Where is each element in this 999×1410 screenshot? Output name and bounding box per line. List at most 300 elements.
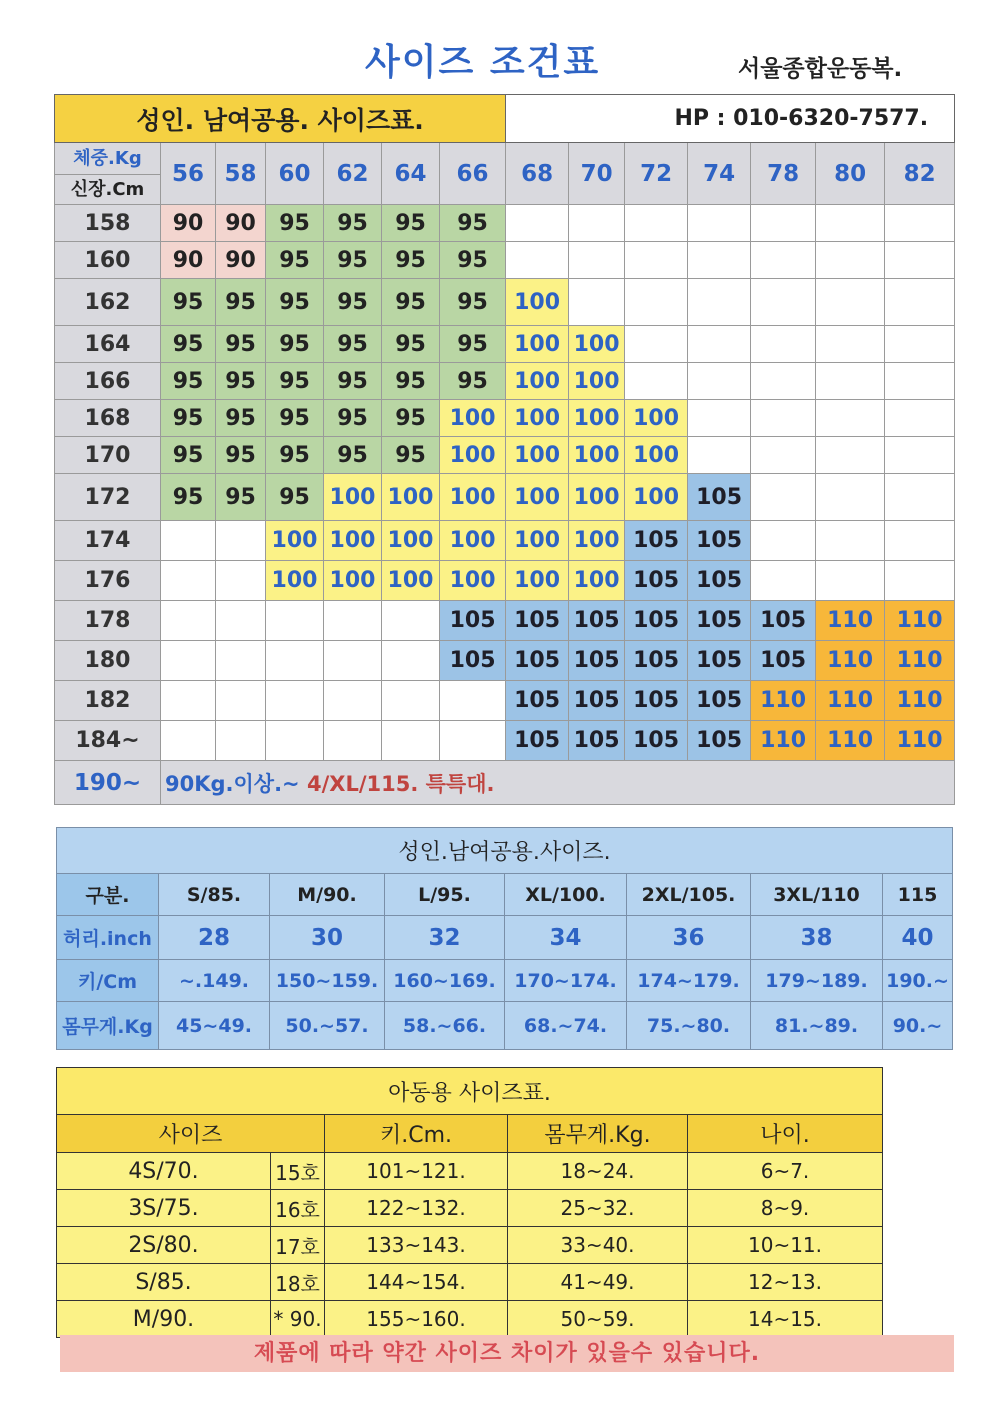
size-cell (751, 326, 816, 363)
size-cell: 100 (266, 561, 324, 601)
size-cell: 100 (324, 521, 382, 561)
height-cell: 184~ (55, 721, 161, 761)
height-cell: 172 (55, 474, 161, 521)
size-cell: 95 (216, 400, 266, 437)
size-cell (161, 601, 216, 641)
size-cell: 105 (688, 641, 751, 681)
size-cell (751, 474, 816, 521)
size-cell: 95 (161, 400, 216, 437)
weight-range-cell: 81.~89. (751, 1002, 883, 1050)
size-cell (751, 561, 816, 601)
kids-size-table (56, 1067, 883, 1338)
size-cell: 110 (816, 681, 885, 721)
size-cell (382, 681, 440, 721)
height-axis-label: 신장.Cm (55, 174, 160, 204)
size-cell (324, 721, 382, 761)
size-cell: 95 (161, 326, 216, 363)
size-cell: 110 (751, 721, 816, 761)
size-cell (625, 326, 688, 363)
kids-header-height: 키.Cm. (325, 1115, 508, 1153)
size-cell (216, 521, 266, 561)
size-cell: 95 (216, 474, 266, 521)
weight-range-cell: 50.~57. (270, 1002, 385, 1050)
size-cell: 105 (625, 681, 688, 721)
size-row (55, 363, 955, 400)
footer-note-red: 4/XL/115. 특특대. (306, 771, 495, 796)
size-cell (816, 561, 885, 601)
size-cell (816, 242, 885, 279)
height-range-cell: 160~169. (385, 960, 505, 1002)
size-cell: 105 (625, 521, 688, 561)
size-cell (688, 279, 751, 326)
size-cell (569, 205, 625, 242)
size-cell: 105 (625, 601, 688, 641)
size-cell: 105 (688, 721, 751, 761)
height-cell: 174 (55, 521, 161, 561)
size-cell: 105 (625, 721, 688, 761)
size-cell (751, 205, 816, 242)
kids-size: S/85. (57, 1264, 271, 1301)
kids-header-size: 사이즈 (57, 1115, 325, 1153)
kids-size: 3S/75. (57, 1190, 271, 1227)
size-cell: 3XL/110 (751, 874, 883, 916)
size-row (55, 437, 955, 474)
waist-cell: 28 (159, 916, 270, 960)
size-cell: 90 (161, 242, 216, 279)
size-cell: 90 (216, 205, 266, 242)
size-cell: 100 (324, 474, 382, 521)
size-row (55, 721, 955, 761)
size-cell (816, 326, 885, 363)
size-cell: 105 (751, 641, 816, 681)
size-cell: 100 (440, 437, 506, 474)
size-cell (216, 641, 266, 681)
size-cell: 95 (440, 279, 506, 326)
size-cell: 95 (324, 400, 382, 437)
size-cell: 95 (161, 363, 216, 400)
size-cell: 95 (382, 279, 440, 326)
kids-weight: 50~59. (508, 1301, 688, 1338)
height-cell: 166 (55, 363, 161, 400)
size-cell (885, 474, 955, 521)
page-title: 사이즈 조건표 (365, 42, 601, 83)
weight-range-cell: 58.~66. (385, 1002, 505, 1050)
size-cell: 95 (266, 363, 324, 400)
waist-cell: 32 (385, 916, 505, 960)
size-cell: 105 (440, 601, 506, 641)
size-cell: 105 (688, 601, 751, 641)
height-cell: 158 (55, 205, 161, 242)
size-cell: 100 (382, 521, 440, 561)
size-cell: 105 (506, 641, 569, 681)
height-range-cell: 150~159. (270, 960, 385, 1002)
size-cell: 110 (751, 681, 816, 721)
weight-range-cell: 90.~ (883, 1002, 953, 1050)
waist-cell: 30 (270, 916, 385, 960)
weight-header: 56 (161, 143, 216, 205)
size-cell (885, 205, 955, 242)
size-cell: 100 (569, 326, 625, 363)
size-cell: 95 (216, 437, 266, 474)
shop-name: 서울종합운동복. (738, 56, 903, 82)
size-cell: 100 (440, 521, 506, 561)
size-cell (885, 363, 955, 400)
size-cell: 95 (266, 474, 324, 521)
kids-age: 14~15. (688, 1301, 883, 1338)
size-cell: 95 (440, 205, 506, 242)
size-cell: 95 (266, 400, 324, 437)
size-cell: 105 (506, 601, 569, 641)
size-cell: 110 (885, 721, 955, 761)
weight-header: 74 (688, 143, 751, 205)
size-cell: 110 (885, 641, 955, 681)
kids-size-title: 아동용 사이즈표. (57, 1068, 883, 1115)
size-cell: 95 (440, 242, 506, 279)
kids-height: 155~160. (325, 1301, 508, 1338)
kids-number: 15호 (271, 1153, 325, 1190)
size-cell (382, 721, 440, 761)
size-cell (266, 721, 324, 761)
size-cell (816, 474, 885, 521)
weight-header: 64 (382, 143, 440, 205)
size-cell: 90 (216, 242, 266, 279)
size-cell: 105 (569, 641, 625, 681)
size-cell: 105 (688, 474, 751, 521)
size-row (55, 279, 955, 326)
size-cell: 100 (506, 326, 569, 363)
size-cell (688, 205, 751, 242)
kids-header-age: 나이. (688, 1115, 883, 1153)
size-cell (266, 641, 324, 681)
weight-header: 62 (324, 143, 382, 205)
size-cell: 110 (885, 601, 955, 641)
size-row (55, 681, 955, 721)
size-cell: 110 (885, 681, 955, 721)
size-cell: 105 (688, 521, 751, 561)
size-cell (161, 561, 216, 601)
weight-range-cell: 75.~80. (627, 1002, 751, 1050)
size-cell: 95 (382, 400, 440, 437)
size-cell: 95 (382, 437, 440, 474)
size-cell: 95 (266, 205, 324, 242)
size-cell: 100 (324, 561, 382, 601)
size-cell (751, 400, 816, 437)
size-cell: 100 (440, 474, 506, 521)
size-cell: 95 (382, 242, 440, 279)
size-cell: 105 (625, 561, 688, 601)
height-label: 키/Cm (57, 960, 159, 1002)
size-cell (625, 363, 688, 400)
size-cell (885, 400, 955, 437)
size-cell (216, 681, 266, 721)
height-cell: 170 (55, 437, 161, 474)
size-cell: 100 (506, 561, 569, 601)
size-cell (751, 279, 816, 326)
size-notice: 제품에 따라 약간 사이즈 차이가 있을수 있습니다. (60, 1335, 954, 1372)
height-range-cell: ~.149. (159, 960, 270, 1002)
kids-size: M/90. (57, 1301, 271, 1338)
size-cell (569, 279, 625, 326)
adult-chart-title: 성인. 남여공용. 사이즈표. (55, 95, 506, 143)
size-cell: 105 (506, 681, 569, 721)
size-cell: 115 (883, 874, 953, 916)
size-cell: 100 (569, 521, 625, 561)
waist-cell: 40 (883, 916, 953, 960)
size-cell (885, 279, 955, 326)
size-cell: 100 (506, 521, 569, 561)
weight-header: 68 (506, 143, 569, 205)
size-cell (816, 279, 885, 326)
weight-header: 60 (266, 143, 324, 205)
size-cell: 100 (625, 437, 688, 474)
kids-number: * 90. (271, 1301, 325, 1338)
size-cell (751, 437, 816, 474)
size-cell (885, 242, 955, 279)
adult-size-chart (54, 94, 955, 805)
size-cell (816, 400, 885, 437)
size-cell (506, 242, 569, 279)
kids-row (57, 1153, 883, 1190)
size-cell (688, 363, 751, 400)
size-cell: 100 (569, 363, 625, 400)
size-cell: 110 (816, 641, 885, 681)
size-cell: 100 (506, 474, 569, 521)
kids-age: 12~13. (688, 1264, 883, 1301)
size-row (55, 474, 955, 521)
size-cell (625, 279, 688, 326)
size-cell: 100 (440, 561, 506, 601)
size-cell: 105 (506, 721, 569, 761)
size-cell (440, 681, 506, 721)
kids-row (57, 1227, 883, 1264)
size-cell: 95 (324, 326, 382, 363)
axis-corner (55, 143, 161, 205)
size-cell (688, 437, 751, 474)
kids-size: 2S/80. (57, 1227, 271, 1264)
adult-size-table (56, 827, 953, 1050)
size-cell: 95 (324, 279, 382, 326)
size-cell (885, 326, 955, 363)
height-cell: 176 (55, 561, 161, 601)
kids-row (57, 1301, 883, 1338)
size-cell (324, 681, 382, 721)
weight-axis-label: 체중.Kg (73, 147, 142, 169)
size-cell: 95 (324, 205, 382, 242)
size-cell (885, 561, 955, 601)
kids-age: 8~9. (688, 1190, 883, 1227)
size-cell (816, 363, 885, 400)
size-cell: 110 (816, 601, 885, 641)
size-cell: 95 (382, 363, 440, 400)
waist-cell: 34 (505, 916, 627, 960)
size-cell: 95 (324, 242, 382, 279)
size-cell: 95 (266, 279, 324, 326)
size-cell: 100 (266, 521, 324, 561)
phone-number: HP : 010-6320-7577. (506, 95, 955, 143)
size-cell: XL/100. (505, 874, 627, 916)
size-cell: 95 (266, 437, 324, 474)
size-cell: 95 (216, 326, 266, 363)
size-cell: 105 (440, 641, 506, 681)
size-cell (688, 242, 751, 279)
kids-height: 101~121. (325, 1153, 508, 1190)
size-cell (816, 437, 885, 474)
size-cell (161, 641, 216, 681)
height-cell: 168 (55, 400, 161, 437)
footer-note-blue: 90Kg.이상.~ (165, 771, 300, 796)
size-cell (216, 721, 266, 761)
size-cell (440, 721, 506, 761)
size-cell: 95 (216, 279, 266, 326)
height-range-cell: 190.~ (883, 960, 953, 1002)
size-cell: 95 (440, 326, 506, 363)
weight-header: 58 (216, 143, 266, 205)
kids-number: 16호 (271, 1190, 325, 1227)
size-cell: 100 (506, 279, 569, 326)
size-row (55, 641, 955, 681)
size-cell (382, 641, 440, 681)
size-row (55, 242, 955, 279)
kids-weight: 25~32. (508, 1190, 688, 1227)
kids-height: 144~154. (325, 1264, 508, 1301)
size-cell: 100 (382, 561, 440, 601)
kids-age: 10~11. (688, 1227, 883, 1264)
height-cell: 178 (55, 601, 161, 641)
height-cell: 160 (55, 242, 161, 279)
size-cell: 90 (161, 205, 216, 242)
size-cell: 105 (569, 601, 625, 641)
size-cell: 95 (382, 326, 440, 363)
waist-cell: 38 (751, 916, 883, 960)
size-cell: 95 (216, 363, 266, 400)
size-cell: 100 (506, 400, 569, 437)
height-range-cell: 174~179. (627, 960, 751, 1002)
size-cell: 95 (382, 205, 440, 242)
size-cell: 100 (569, 400, 625, 437)
kids-number: 17호 (271, 1227, 325, 1264)
footer-height: 190~ (55, 761, 161, 805)
size-cell: S/85. (159, 874, 270, 916)
kids-weight: 41~49. (508, 1264, 688, 1301)
waist-cell: 36 (627, 916, 751, 960)
size-cell: 95 (161, 437, 216, 474)
kids-weight: 33~40. (508, 1227, 688, 1264)
size-row (55, 521, 955, 561)
size-cell (751, 242, 816, 279)
height-cell: 164 (55, 326, 161, 363)
weight-label: 몸무게.Kg (57, 1002, 159, 1050)
size-cell (266, 601, 324, 641)
kids-row (57, 1264, 883, 1301)
size-cell: 95 (161, 279, 216, 326)
size-cell: L/95. (385, 874, 505, 916)
size-cell (266, 681, 324, 721)
size-cell: 105 (625, 641, 688, 681)
category-label: 구분. (57, 874, 159, 916)
weight-range-cell: 45~49. (159, 1002, 270, 1050)
size-cell: 95 (266, 242, 324, 279)
size-cell (688, 326, 751, 363)
size-row (55, 601, 955, 641)
size-cell: 100 (625, 474, 688, 521)
size-cell: 95 (161, 474, 216, 521)
kids-number: 18호 (271, 1264, 325, 1301)
size-cell (324, 601, 382, 641)
size-cell (625, 242, 688, 279)
size-row (55, 326, 955, 363)
size-cell (161, 521, 216, 561)
size-cell (816, 205, 885, 242)
waist-label: 허리.inch (57, 916, 159, 960)
size-cell: 95 (266, 326, 324, 363)
height-cell: 180 (55, 641, 161, 681)
size-cell: 105 (688, 561, 751, 601)
weight-header: 78 (751, 143, 816, 205)
size-cell (751, 521, 816, 561)
size-cell (885, 437, 955, 474)
kids-header-weight: 몸무게.Kg. (508, 1115, 688, 1153)
size-cell: 105 (751, 601, 816, 641)
height-cell: 182 (55, 681, 161, 721)
size-cell (569, 242, 625, 279)
size-cell: 95 (324, 363, 382, 400)
size-cell: 100 (625, 400, 688, 437)
size-cell: M/90. (270, 874, 385, 916)
size-cell (216, 561, 266, 601)
size-cell (506, 205, 569, 242)
size-row (55, 205, 955, 242)
kids-height: 133~143. (325, 1227, 508, 1264)
size-cell: 100 (569, 474, 625, 521)
size-row (55, 400, 955, 437)
size-cell: 100 (506, 363, 569, 400)
size-cell: 100 (569, 561, 625, 601)
size-cell (382, 601, 440, 641)
size-cell: 105 (569, 681, 625, 721)
size-cell: 100 (506, 437, 569, 474)
weight-header: 80 (816, 143, 885, 205)
weight-header: 72 (625, 143, 688, 205)
size-cell (751, 363, 816, 400)
size-cell: 105 (688, 681, 751, 721)
height-range-cell: 170~174. (505, 960, 627, 1002)
size-cell: 95 (324, 437, 382, 474)
weight-header: 70 (569, 143, 625, 205)
kids-age: 6~7. (688, 1153, 883, 1190)
weight-header: 82 (885, 143, 955, 205)
height-range-cell: 179~189. (751, 960, 883, 1002)
size-cell (688, 400, 751, 437)
size-cell: 110 (816, 721, 885, 761)
size-cell: 100 (440, 400, 506, 437)
weight-header: 66 (440, 143, 506, 205)
size-cell: 100 (569, 437, 625, 474)
size-cell (161, 721, 216, 761)
kids-row (57, 1190, 883, 1227)
size-row (55, 561, 955, 601)
size-cell: 95 (440, 363, 506, 400)
size-cell (216, 601, 266, 641)
size-cell (885, 521, 955, 561)
size-cell (324, 641, 382, 681)
kids-height: 122~132. (325, 1190, 508, 1227)
size-cell (816, 521, 885, 561)
footer-note (161, 761, 955, 805)
size-cell: 100 (382, 474, 440, 521)
weight-range-cell: 68.~74. (505, 1002, 627, 1050)
adult-size-title: 성인.남여공용.사이즈. (57, 828, 953, 874)
height-cell: 162 (55, 279, 161, 326)
